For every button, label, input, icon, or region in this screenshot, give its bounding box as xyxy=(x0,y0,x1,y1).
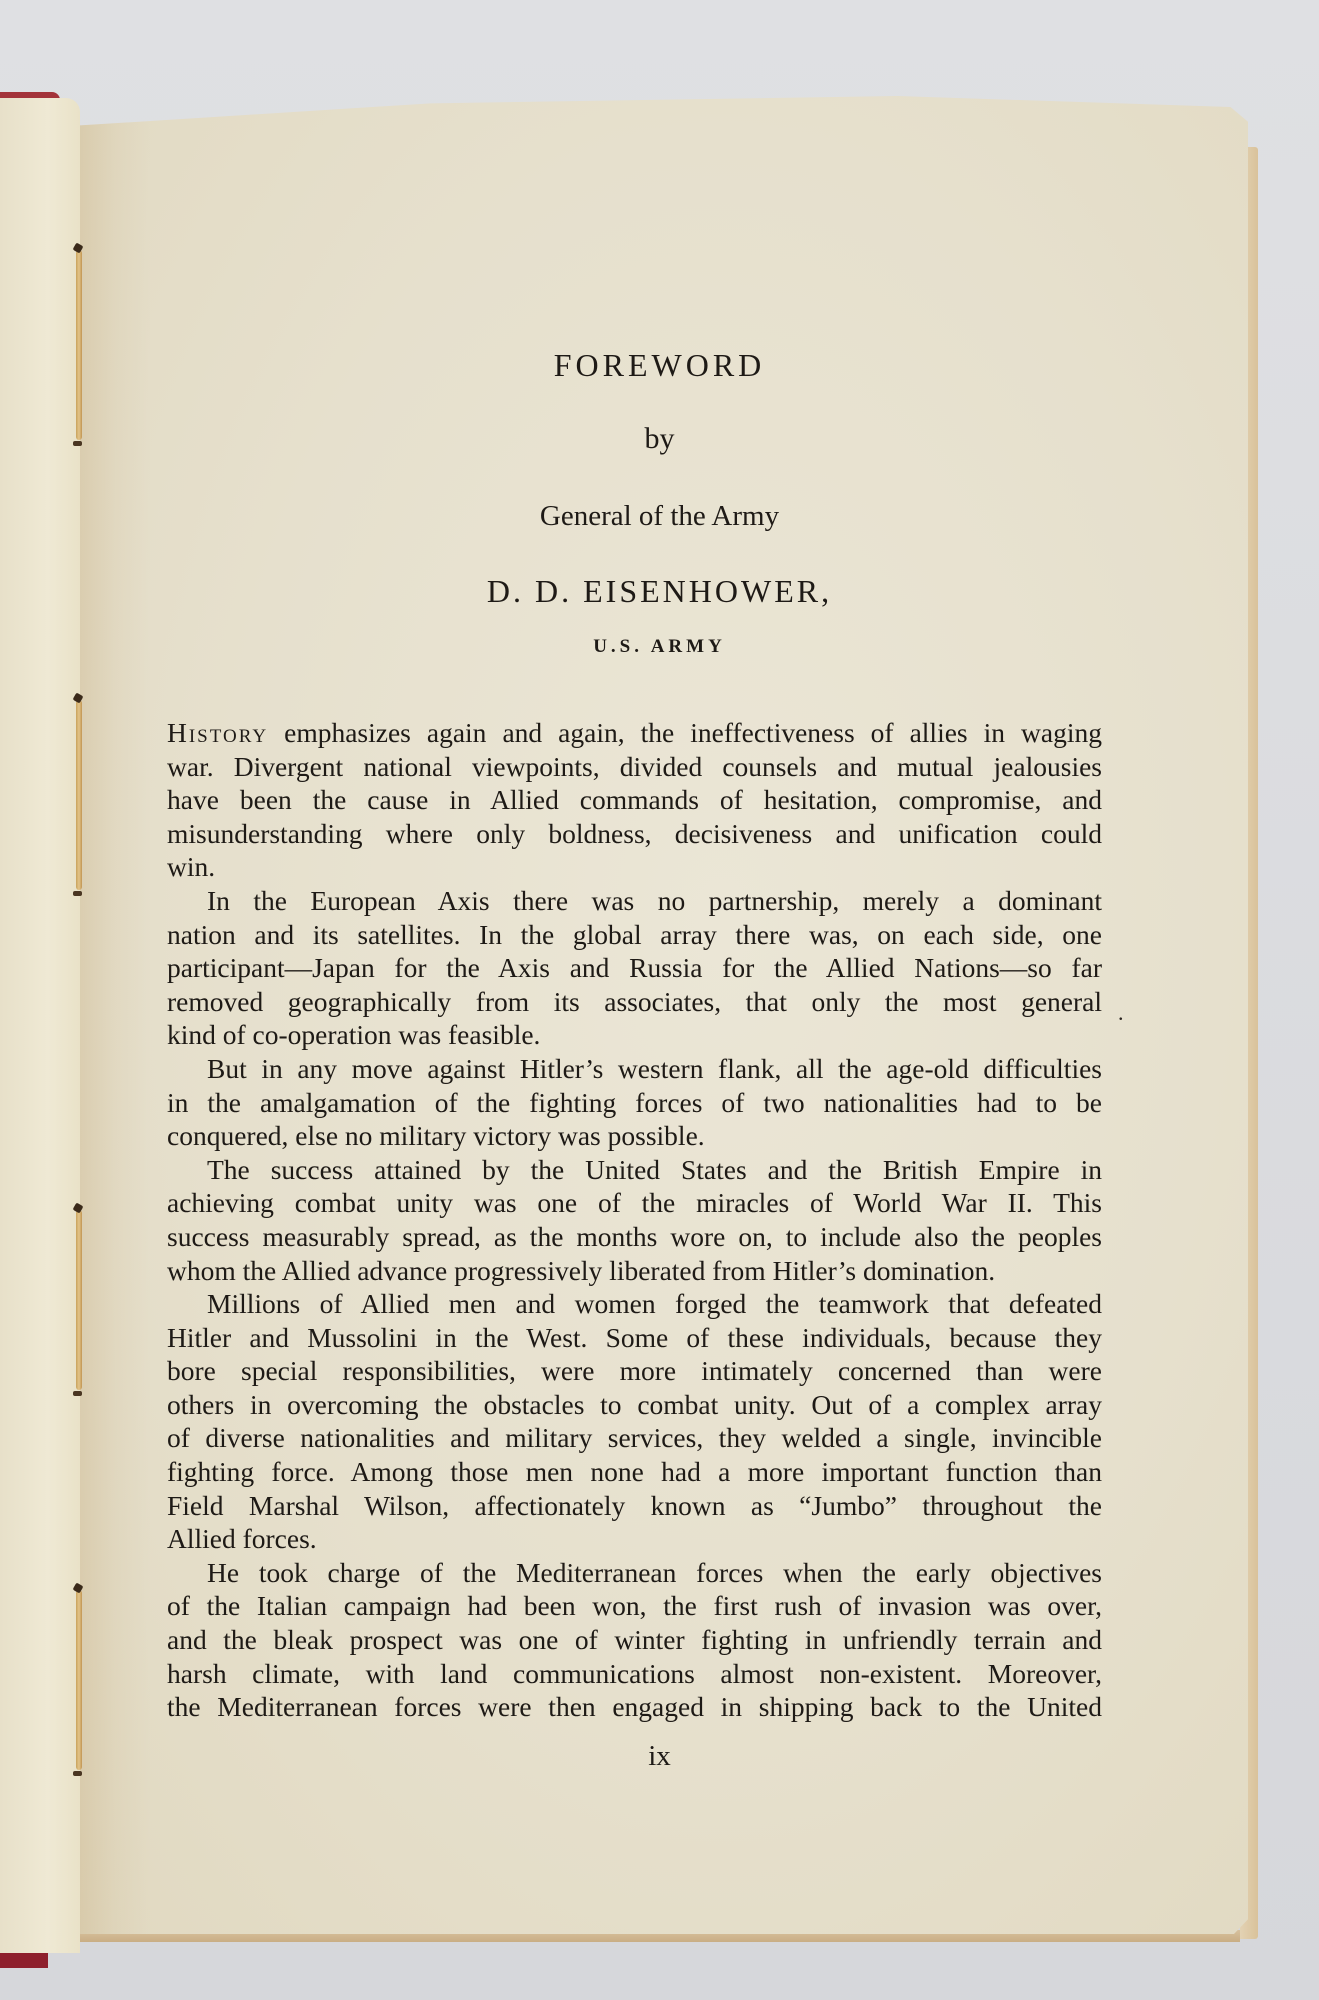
text-line: He took charge of the Mediterranean forces when the early objectives xyxy=(207,1556,1102,1588)
text-line: In the European Axis there was no partnership, merely a dominant xyxy=(207,884,1102,916)
text-line: achieving combat unity was one of the miracles of World War II. This xyxy=(167,1187,1102,1219)
text-line: fighting force. Among those men none had a more important function than xyxy=(167,1456,1102,1488)
page-number: ix xyxy=(648,1740,671,1772)
text-line: war. Divergent national viewpoints, divided counsels and mutual jealousies xyxy=(167,750,1102,782)
text-line: whom the Allied advance progressively liberated from Hitler’s domination. xyxy=(167,1254,996,1286)
text-line: conquered, else no military victory was possible. xyxy=(167,1120,705,1152)
author-affiliation: U.S. ARMY xyxy=(593,636,726,657)
text-line: But in any move against Hitler’s western flank, all the age-old difficulties xyxy=(207,1052,1102,1084)
text-line: bore special responsibilities, were more intimately concerned than were xyxy=(167,1355,1102,1387)
lead-word: History xyxy=(167,717,269,748)
text-line: success measurably spread, as the months wore on, to include also the peoples xyxy=(167,1220,1102,1252)
text-line: have been the cause in Allied commands of hesitation, compromise, and xyxy=(167,784,1102,816)
text-line: in the amalgamation of the fighting forces of two nationalities had to be xyxy=(167,1086,1102,1118)
text-line: nation and its satellites. In the global array there was, on each side, one xyxy=(167,918,1102,950)
text-line: the Mediterranean forces were then engaged in shipping back to the United xyxy=(167,1691,1102,1723)
text-line: misunderstanding where only boldness, decisiveness and unification could xyxy=(167,817,1102,849)
text-line: removed geographically from its associates, that only the most general xyxy=(167,985,1102,1017)
text-line: of diverse nationalities and military services, they welded a single, invincible xyxy=(167,1422,1102,1454)
text-line: Millions of Allied men and women forged the teamwork that defeated xyxy=(207,1288,1102,1320)
stray-ink-dot: . xyxy=(1118,1000,1124,1025)
text-line: The success attained by the United States and the British Empire in xyxy=(207,1153,1102,1185)
binding-stitch xyxy=(76,700,82,890)
text-line: History emphasizes again and again, the ineffectiveness of allies in waging xyxy=(167,717,1102,748)
author-rank: General of the Army xyxy=(539,500,780,532)
text-line: Hitler and Mussolini in the West. Some of these individuals, because they xyxy=(167,1321,1102,1353)
author-name: D. D. EISENHOWER, xyxy=(486,573,833,609)
binding-stitch xyxy=(76,1210,82,1390)
text-line: others in overcoming the obstacles to combat unity. Out of a complex array xyxy=(167,1388,1102,1420)
text-line: kind of co-operation was feasible. xyxy=(167,1019,541,1051)
text-line: harsh climate, with land communications almost non-existent. Moreover, xyxy=(167,1657,1102,1689)
text-line: of the Italian campaign had been won, the first rush of invasion was over, xyxy=(167,1590,1102,1622)
foreword-body xyxy=(167,716,1102,1724)
text-line: win. xyxy=(167,851,216,883)
foreword-title: FOREWORD xyxy=(553,347,766,383)
text-line: Field Marshal Wilson, affectionately known as “Jumbo” throughout the xyxy=(167,1489,1102,1521)
text-line: Allied forces. xyxy=(167,1523,317,1555)
byline-by: by xyxy=(644,422,675,455)
text-line: and the bleak prospect was one of winter fighting in unfriendly terrain and xyxy=(167,1624,1102,1656)
text-line: participant—Japan for the Axis and Russia for the Allied Nations—so far xyxy=(167,952,1102,984)
binding-stitch xyxy=(76,250,82,440)
